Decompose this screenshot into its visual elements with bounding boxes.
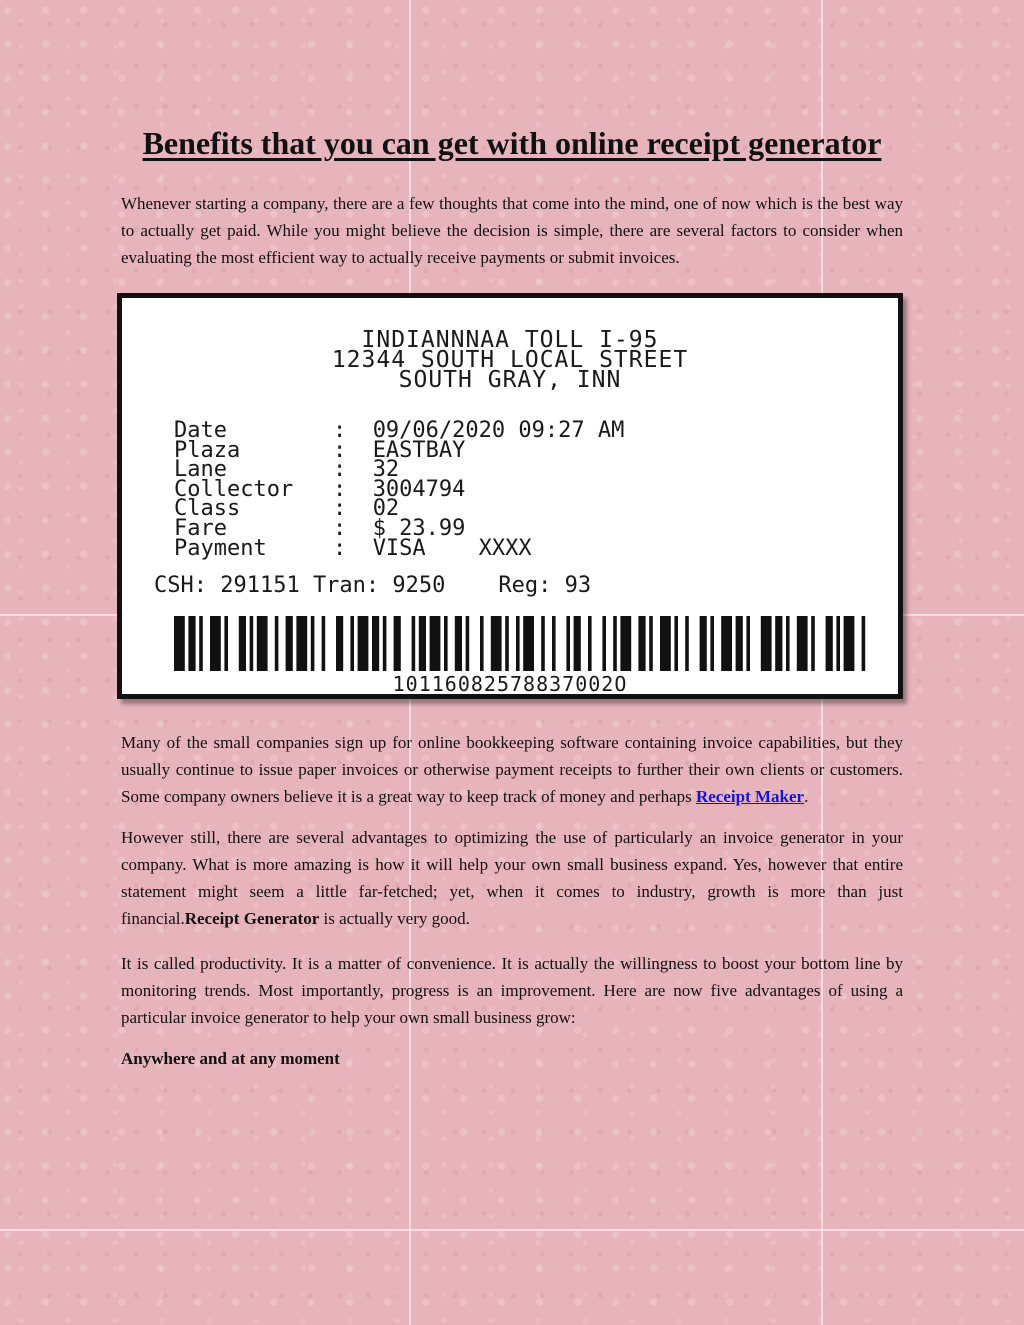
- barcode-bar: [311, 616, 315, 671]
- barcode-bar: [372, 616, 379, 671]
- barcode-bar: [862, 616, 866, 671]
- barcode-bar: [224, 616, 228, 671]
- receipt-header-line: SOUTH GRAY, INN: [398, 367, 622, 393]
- barcode-bar: [275, 616, 279, 671]
- paragraph-productivity: It is called productivity. It is a matter of convenience. It is actually the willingness to boost your bottom line by monitoring trends. Most importantly, progress is an improvement. Here are now five advantages of using a particular invoice generator to help your own small business grow:: [121, 954, 903, 1027]
- barcode-bar: [541, 616, 545, 671]
- barcode-bar: [455, 616, 462, 671]
- receipt-maker-link[interactable]: Receipt Maker: [695, 787, 805, 806]
- barcode-bar: [523, 616, 534, 671]
- barcode-bar: [358, 616, 369, 671]
- barcode-bar: [811, 616, 815, 671]
- paragraph-advantages-end: is actually very good.: [319, 909, 470, 928]
- barcode-number: 10116082578837002O: [392, 672, 628, 696]
- barcode-bar: [710, 616, 714, 671]
- barcode-bar: [786, 616, 790, 671]
- barcode-bar: [350, 616, 354, 671]
- barcode-bar: [505, 616, 509, 671]
- barcode-bar: [174, 616, 185, 671]
- barcode-bar: [430, 616, 441, 671]
- barcode-bar: [620, 616, 631, 671]
- barcode-bar: [199, 616, 203, 671]
- paragraph-bookkeeping-end: .: [804, 787, 809, 806]
- barcode-bar: [419, 616, 426, 671]
- barcode-bar: [613, 616, 617, 671]
- barcode-bar: [466, 616, 470, 671]
- barcode-bar: [660, 616, 671, 671]
- barcode-bar: [649, 616, 653, 671]
- barcode-bar: [602, 616, 606, 671]
- receipt-field-value: EASTBAY: [372, 437, 466, 463]
- barcode-bar: [574, 616, 581, 671]
- barcode-bar: [239, 616, 246, 671]
- barcode-bar: [444, 616, 448, 671]
- receipt-field-value: $ 23.99: [372, 515, 466, 541]
- barcode-bar: [700, 616, 707, 671]
- barcode-bar: [296, 616, 307, 671]
- barcode-bar: [797, 616, 808, 671]
- barcode-bar: [588, 616, 592, 671]
- barcode-bar: [721, 616, 732, 671]
- receipt-field-value: 02: [372, 496, 400, 522]
- barcode-bar: [336, 616, 343, 671]
- receipt-generator-bold: Receipt Generator: [184, 909, 320, 928]
- barcode-bar: [674, 616, 678, 671]
- receipt-header-line: 12344 SOUTH LOCAL STREET: [331, 347, 689, 373]
- barcode-bar: [552, 616, 556, 671]
- receipt-field-value: 09/06/2020 09:27 AM: [372, 418, 625, 443]
- barcode-bar: [746, 616, 750, 671]
- toll-receipt-image: [117, 293, 903, 699]
- barcode-bar: [685, 616, 689, 671]
- barcode: [174, 616, 870, 671]
- barcode-bar: [322, 616, 326, 671]
- receipt-field-value: 32: [372, 457, 400, 483]
- receipt-field-label: Payment :: [174, 535, 373, 561]
- barcode-bar: [516, 616, 520, 671]
- receipt-header-line: INDIANNNAA TOLL I-95: [361, 327, 659, 353]
- receipt-image-wrapper: [121, 293, 903, 699]
- receipt-field-value: 3004794: [372, 476, 466, 502]
- receipt-meta-line: CSH: 291151 Tran: 9250 Reg: 93: [154, 573, 592, 598]
- barcode-bar: [826, 616, 833, 671]
- intro-paragraph: Whenever starting a company, there are a few thoughts that come into the mind, one of now which is the best way to actually get paid. While you might believe the decision is simple, there are several factors to consider when evaluating the most efficient way to actually receive payments or submit invoices.: [121, 194, 903, 267]
- receipt-field-row: [174, 535, 624, 561]
- receipt-field-label: Date :: [174, 418, 373, 443]
- receipt-field-label: Collector :: [174, 476, 373, 502]
- paragraph-advantages: [121, 824, 903, 932]
- barcode-bar: [210, 616, 221, 671]
- page-title: Benefits that you can get with online receipt generator: [142, 125, 882, 161]
- receipt-field-label: Class :: [174, 496, 373, 522]
- barcode-bar: [761, 616, 772, 671]
- barcode-bar: [775, 616, 782, 671]
- subheading-anywhere: Anywhere and at any moment: [121, 1049, 340, 1068]
- receipt-field-value: VISA XXXX: [372, 535, 532, 561]
- barcode-bar: [480, 616, 484, 671]
- barcode-bar: [188, 616, 195, 671]
- receipt-fields: [174, 418, 625, 561]
- barcode-bar: [844, 616, 855, 671]
- paragraph-advantages-text: However still, there are several advantages to optimizing the use of particularly an invoice generator in your company. What is more amazing is how it will help your own small business expand. Yes, however that entire statement might seem a little far-fetched; yet, when it comes to industry, growth is more than just financial.: [121, 828, 903, 928]
- receipt-field-label: Fare :: [174, 515, 373, 541]
- barcode-bar: [383, 616, 387, 671]
- receipt-header: [122, 327, 898, 393]
- paragraph-bookkeeping: [121, 729, 903, 810]
- barcode-bar: [250, 616, 254, 671]
- barcode-bar: [394, 616, 401, 671]
- barcode-bar: [638, 616, 645, 671]
- barcode-bar: [566, 616, 570, 671]
- barcode-bar: [257, 616, 268, 671]
- receipt-field-label: Lane :: [174, 457, 373, 483]
- document-page: [121, 118, 903, 1086]
- barcode-bar: [286, 616, 293, 671]
- barcode-bar: [491, 616, 502, 671]
- barcode-bar: [836, 616, 840, 671]
- receipt-field-label: Plaza :: [174, 437, 373, 463]
- paragraph-bookkeeping-text: Many of the small companies sign up for online bookkeeping software containing invoice capabilities, but they usually continue to issue paper invoices or otherwise payment receipts to further their own clients or customers. Some company owners believe it is a great way to keep track of money and perhaps: [121, 733, 903, 806]
- barcode-bar: [412, 616, 416, 671]
- barcode-bar: [736, 616, 743, 671]
